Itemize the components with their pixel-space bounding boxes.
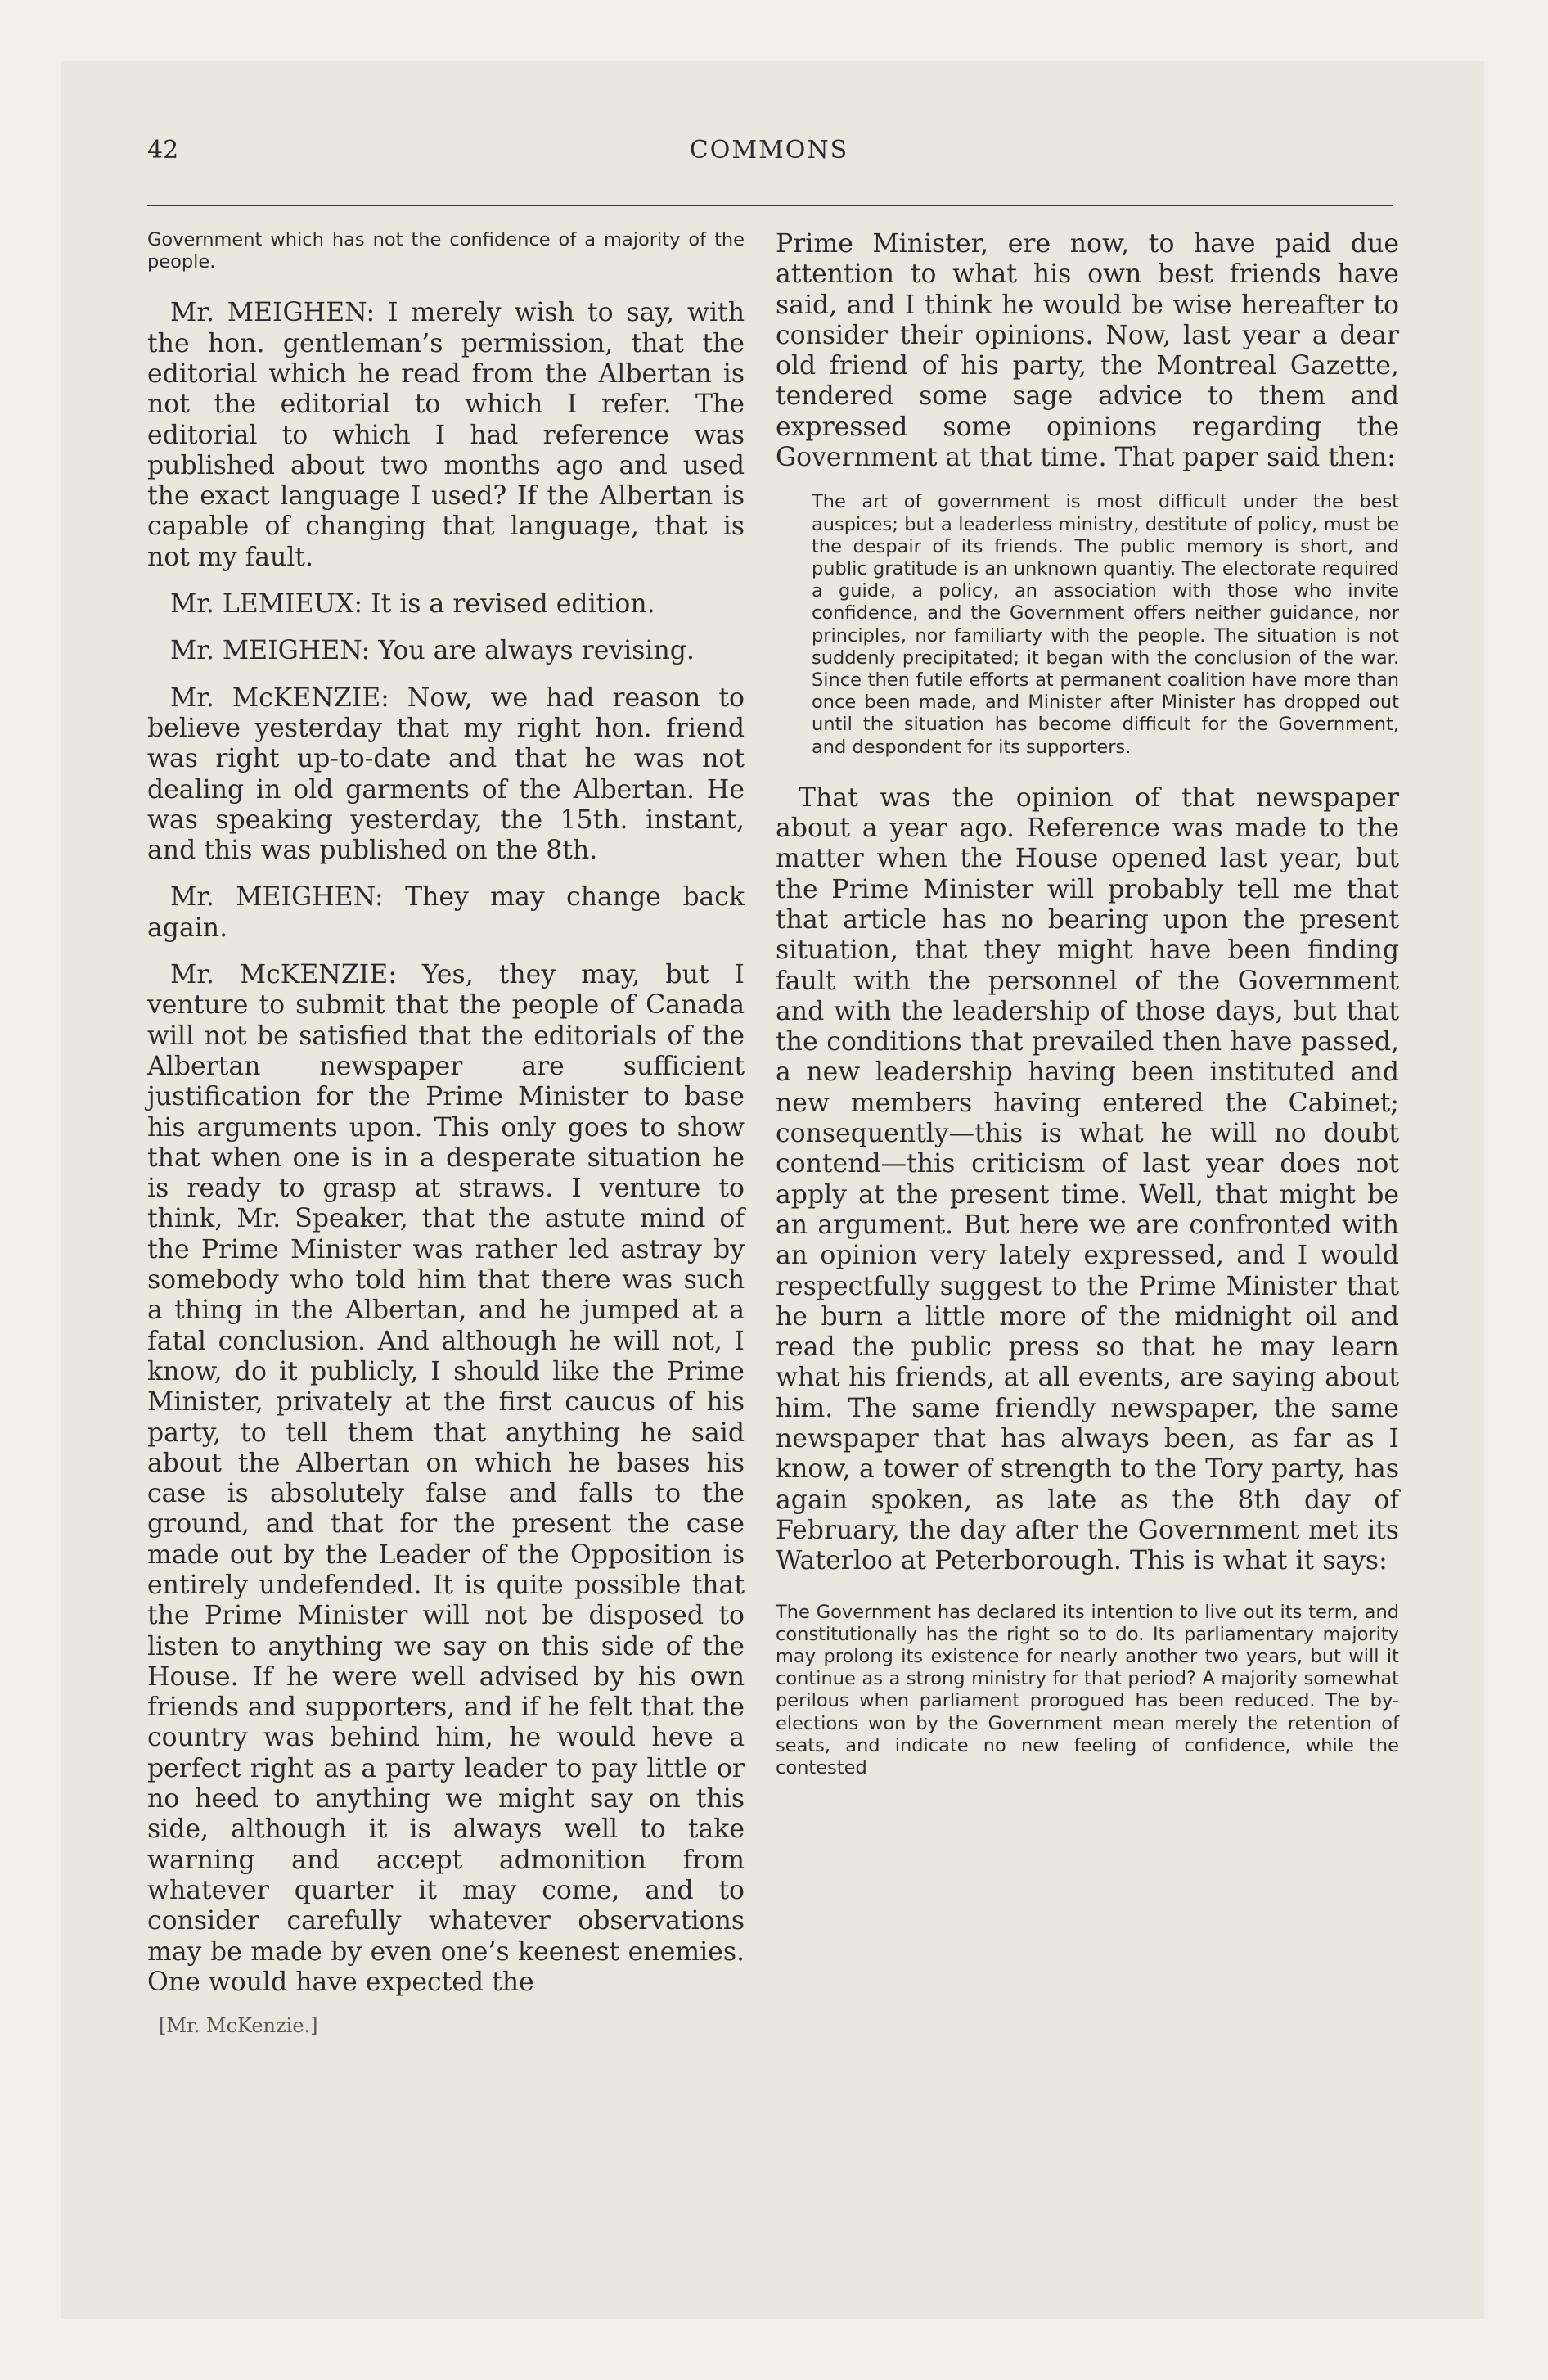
paragraph-meighen-3: Mr. MEIGHEN: They may change back again. (147, 882, 745, 943)
paragraph-mckenzie-1: Mr. McKENZIE: Now, we had reason to believe yesterday that my right hon. friend was right up-to-date and that he was not dealing in old garments of the Albertan. He was speaking yesterday, the 15th. instant, and this was published on the 8th. (147, 683, 745, 866)
continued-text: Government which has not the confidence of a majority of the people. (147, 229, 745, 273)
paragraph-meighen-1: Mr. MEIGHEN: I merely wish to say, with the hon. gentleman’s permission, that the editorial which he read from the Albertan is not the editorial to which I refer. The editorial to which I had reference was published about two months ago and used the exact language I used? If the Albertan is capable of changing that language, that is not my fault. (147, 298, 745, 572)
page-number: 42 (147, 136, 179, 165)
paragraph-opinion: That was the opinion of that newspaper about a year ago. Reference was made to the matter when the House opened last year, but the Prime Minister will probably tell me that that article has no bearing upon the present situation, that they might have been finding fault with the personnel of the Government and with the leadership of those days, but that the conditions that prevailed then have passed, a new leadership having been instituted and new members having entered the Cabinet; consequently—this is what he will no doubt contend—this criticism of last year does not apply at the present time. Well, that might be an argument. But here we are confronted with an opinion very lately expressed, and I would respectfully suggest to the Prime Minister that he burn a little more of the midnight oil and read the public press so that he may learn what his friends, at all events, are saying about him. The same friendly newspaper, the same newspaper that has always been, as far as I know, a tower of strength to the Tory party, has again spoken, as late as the 8th day of February, the day after the Government met its Waterloo at Peterborough. This is what it says: (776, 782, 1399, 1576)
quote-gazette-2: The Government has declared its intention to live out its term, and constitutionally has the right so to do. Its parliamentary majority may prolong its existence for nearly another two years, but will it continue as a strong ministry for that period? A majority somewhat perilous when parliament prorogued has been reduced. The by-elections won by the Government mean merely the retention of seats, and indicate no new feeling of confidence, while the contested (776, 1601, 1399, 1778)
paragraph-lemieux: Mr. LEMIEUX: It is a revised edition. (170, 589, 655, 620)
running-head: COMMONS (689, 136, 849, 165)
paragraph-meighen-2: Mr. MEIGHEN: You are always revising. (170, 636, 695, 666)
quote-gazette-1: The art of government is most difficult under the best auspices; but a leaderless ministry, destitute of policy, must be the despair of its friends. The public memory is short, and public gratitude is an unknown quantiy. The electorate required a guide, a policy, an association with those who invite confidence, and the Government offers neither guidance, nor principles, nor familiarty with the people. The situation is not suddenly precipitated; it began with the conclusion of the war. Since then futile efforts at permanent coalition have more than once been made, and Minister after Minister has dropped out until the situation has become difficult for the Government, and despondent for its supporters. (812, 491, 1399, 758)
paragraph-mckenzie-2: Mr. McKENZIE: Yes, they may, but I venture to submit that the people of Canada will not be satisfied that the editorials of the Albertan newspaper are sufficient justification for the Prime Minister to base his arguments upon. This only goes to show that when one is in a desperate situation he is ready to grasp at straws. I venture to think, Mr. Speaker, that the astute mind of the Prime Minister was rather led astray by somebody who told him that there was such a thing in the Albertan, and he jumped at a fatal conclusion. And although he will not, I know, do it publicly, I should like the Prime Minister, privately at the first caucus of his party, to tell them that anything he said about the Albertan on which he bases his case is absolutely false and falls to the ground, and that for the present the case made out by the Leader of the Opposition is entirely undefended. It is quite possible that the Prime Minister will not be disposed to listen to anything we say on this side of the House. If he were well advised by his own friends and supporters, and if he felt that the country was behind him, he would heve a perfect right as a party leader to pay little or no heed to anything we might say on this side, although it is always well to take warning and accept admonition from whatever quarter it may come, and to consider carefully whatever observations may be made by even one’s keenest enemies. One would have expected the (147, 960, 745, 1997)
paragraph-continued: Prime Minister, ere now, to have paid due attention to what his own best friends have said, and I think he would be wise hereafter to consider their opinions. Now, last year a dear old friend of his party, the Montreal Gazette, tendered some sage advice to them and expressed some opinions regarding the Government at that time. That paper said then: (776, 229, 1399, 473)
header-rule (147, 205, 1393, 206)
speaker-attribution: [Mr. McKenzie.] (159, 2014, 318, 2038)
left-column (147, 229, 745, 2037)
page-header (147, 136, 1391, 185)
right-column (776, 229, 1399, 1779)
